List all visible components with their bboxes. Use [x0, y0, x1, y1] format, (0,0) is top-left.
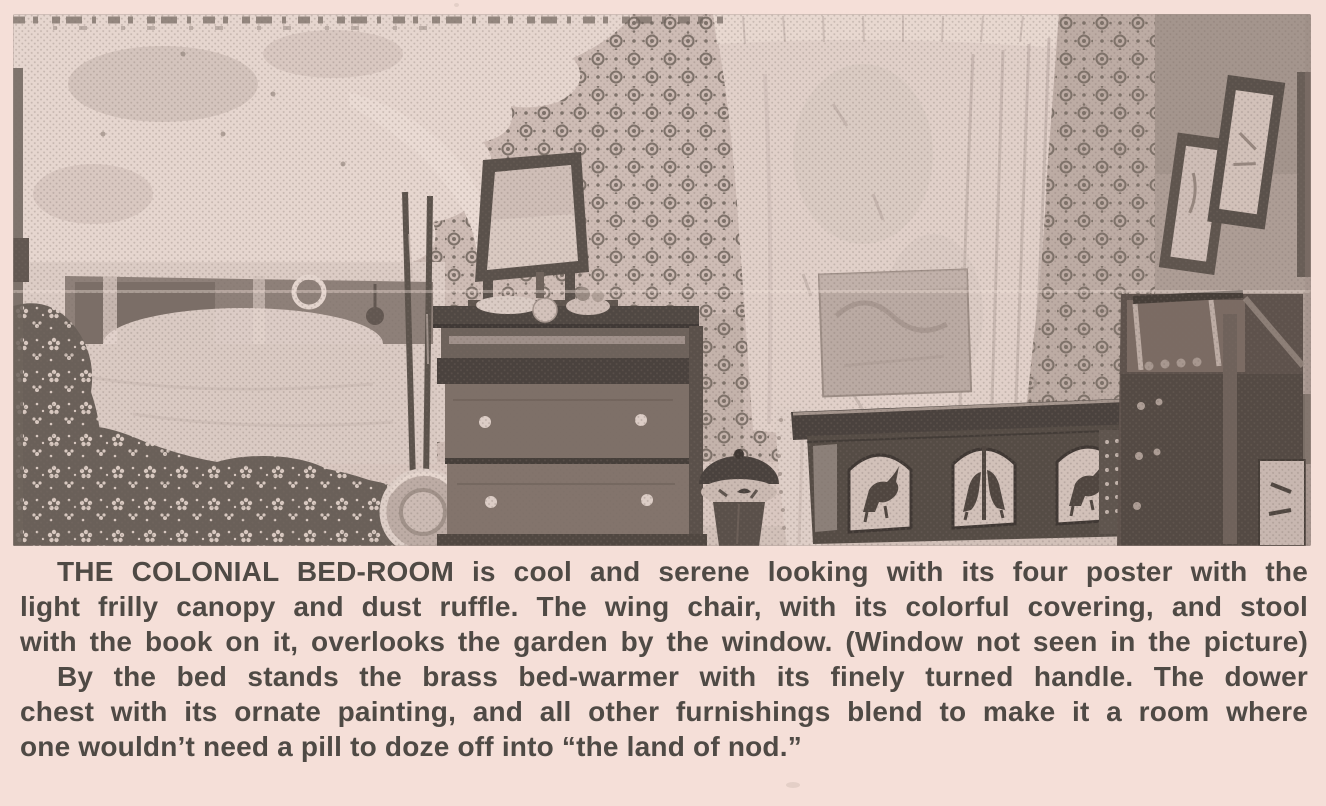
- paper-smudge: [786, 782, 800, 788]
- bedroom-photo: [13, 14, 1311, 546]
- caption-line-2: light frilly canopy and dust ruffle. The wing chair, with its colorful covering, and stool: [20, 591, 1308, 622]
- caption-line-4: By the bed stands the brass bed-warmer with its finely turned handle. The dower: [57, 661, 1308, 692]
- caption-line-1: THE COLONIAL BED-ROOM is cool and serene looking with its four poster with the: [57, 556, 1308, 587]
- caption-line-5: chest with its ornate painting, and all other furnishings blend to make it a room where: [20, 696, 1308, 727]
- paper-smudge: [454, 3, 459, 7]
- pink-wash-overlay: [13, 14, 1311, 546]
- caption-line-6: one wouldn’t need a pill to doze off into “the land of nod.”: [20, 731, 802, 762]
- caption-line-3: with the book on it, overlooks the garden by the window. (Window not seen in the picture): [20, 626, 1308, 657]
- photo-caption: [20, 554, 1308, 764]
